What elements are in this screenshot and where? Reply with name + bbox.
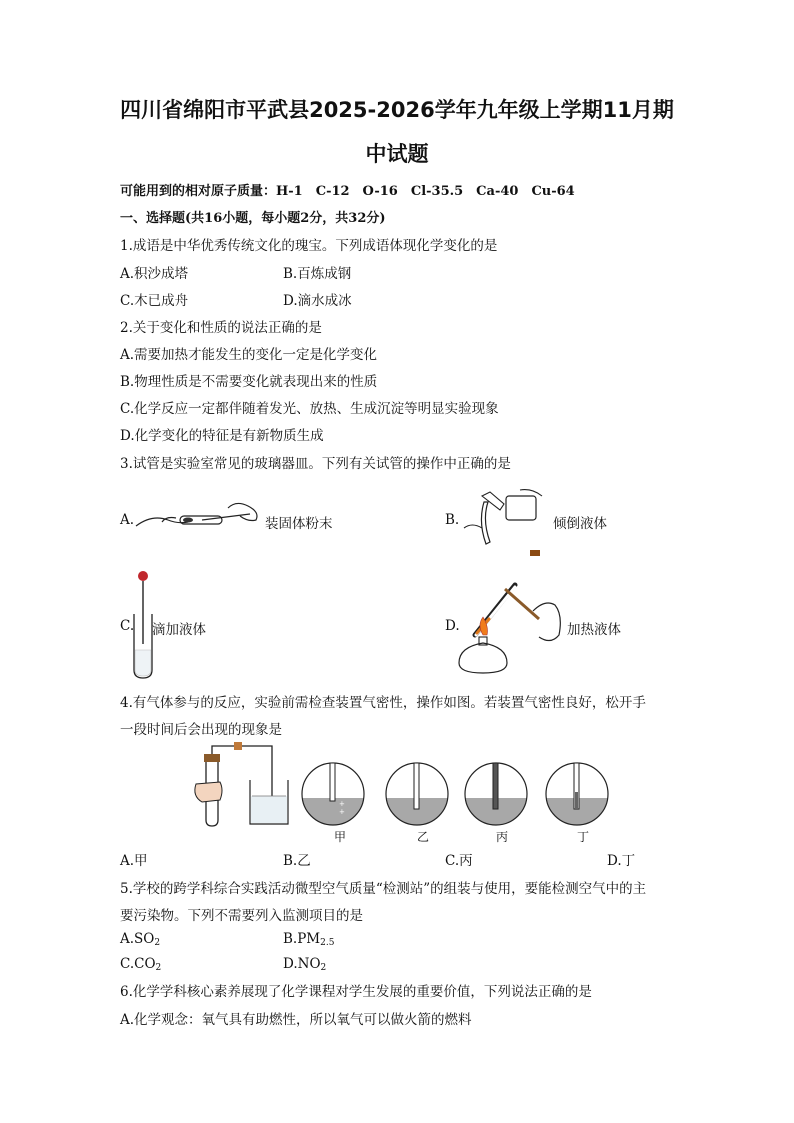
- svg-text:+: +: [339, 808, 345, 816]
- q4-option-b: B.乙: [283, 853, 311, 869]
- beaker-jia-icon: [301, 762, 365, 826]
- q1-option-c: C.木已成舟: [120, 293, 189, 309]
- q4-option-c: C.丙: [445, 853, 473, 869]
- q5-stem-line2: 要污染物。下列不需要列入监测项目的是: [120, 908, 363, 924]
- q4-stem-line1: 4.有气体参与的反应，实验前需检查装置气密性，操作如图。若装置气密性良好，松开手: [120, 695, 646, 711]
- q5-option-c: $C.CO_2$: [120, 956, 162, 973]
- q3-d-illustration: [455, 575, 567, 679]
- q3-b-illustration: [460, 488, 552, 560]
- q5-stem-line1: 5.学校的跨学科综合实践活动微型空气质量“检测站”的组装与使用，要能检测空气中的主: [120, 881, 647, 897]
- q5-option-a: $A.SO_2$: [120, 931, 161, 948]
- atomic-masses: 可能用到的相对原子质量：H-1 C-12 O-16 Cl-35.5 Ca-40 Cu-64: [120, 184, 575, 199]
- q1-stem: 1.成语是中华优秀传统文化的瑰宝。下列成语体现化学变化的是: [120, 238, 498, 254]
- page-title-line1: 四川省绵阳市平武县2025-2026学年九年级上学期11月期: [120, 98, 674, 122]
- q3-b-text: 倾倒液体: [553, 516, 607, 532]
- q3-c-letter: C.: [120, 618, 135, 634]
- page-title-line2: 中试题: [365, 142, 429, 166]
- beaker-yi-icon: [385, 762, 449, 826]
- q6-option-a: A.化学观念：氧气具有助燃性，所以氧气可以做火箭的燃料: [120, 1012, 472, 1028]
- q1-option-b: B.百炼成钢: [283, 266, 352, 282]
- svg-text:+: +: [339, 800, 345, 808]
- q3-d-letter: D.: [445, 618, 460, 634]
- q1-option-d: D.滴水成冰: [283, 293, 352, 309]
- beaker-label-bing: 丙: [496, 830, 509, 844]
- q4-option-a: A.甲: [120, 853, 148, 869]
- q3-a-text: 装固体粉末: [265, 516, 333, 532]
- beaker-label-ding: 丁: [577, 830, 590, 844]
- q5-option-b: $B.PM_{2.5}$: [283, 931, 335, 948]
- section-heading: 一、选择题(共16小题，每小题2分，共32分): [120, 211, 386, 226]
- q3-a-letter: A.: [120, 512, 135, 528]
- q3-a-illustration: [132, 496, 272, 536]
- q3-d-text: 加热液体: [567, 622, 621, 638]
- q6-stem: 6.化学学科核心素养展现了化学课程对学生发展的重要价值，下列说法正确的是: [120, 984, 592, 1000]
- q5-option-d: $D.NO_2$: [283, 956, 327, 973]
- beaker-ding-icon: [545, 762, 609, 826]
- q3-c-text: 滴加液体: [152, 622, 206, 638]
- q2-option-c: C.化学反应一定都伴随着发光、放热、生成沉淀等明显实验现象: [120, 401, 499, 417]
- beaker-label-jia: 甲: [334, 830, 347, 844]
- q4-option-d: D.丁: [607, 853, 636, 869]
- q2-option-b: B.物理性质是不需要变化就表现出来的性质: [120, 374, 378, 390]
- beaker-label-yi: 乙: [417, 830, 430, 844]
- q4-stem-line2: 一段时间后会出现的现象是: [120, 722, 282, 738]
- q2-option-a: A.需要加热才能发生的变化一定是化学变化: [120, 347, 378, 363]
- q2-option-d: D.化学变化的特征是有新物质生成: [120, 428, 324, 444]
- q4-apparatus-illustration: [190, 740, 290, 830]
- q2-stem: 2.关于变化和性质的说法正确的是: [120, 320, 322, 336]
- beaker-bing-icon: [464, 762, 528, 826]
- q3-stem: 3.试管是实验室常见的玻璃器皿。下列有关试管的操作中正确的是: [120, 456, 511, 472]
- q1-option-a: A.积沙成塔: [120, 266, 189, 282]
- q3-b-letter: B.: [445, 512, 460, 528]
